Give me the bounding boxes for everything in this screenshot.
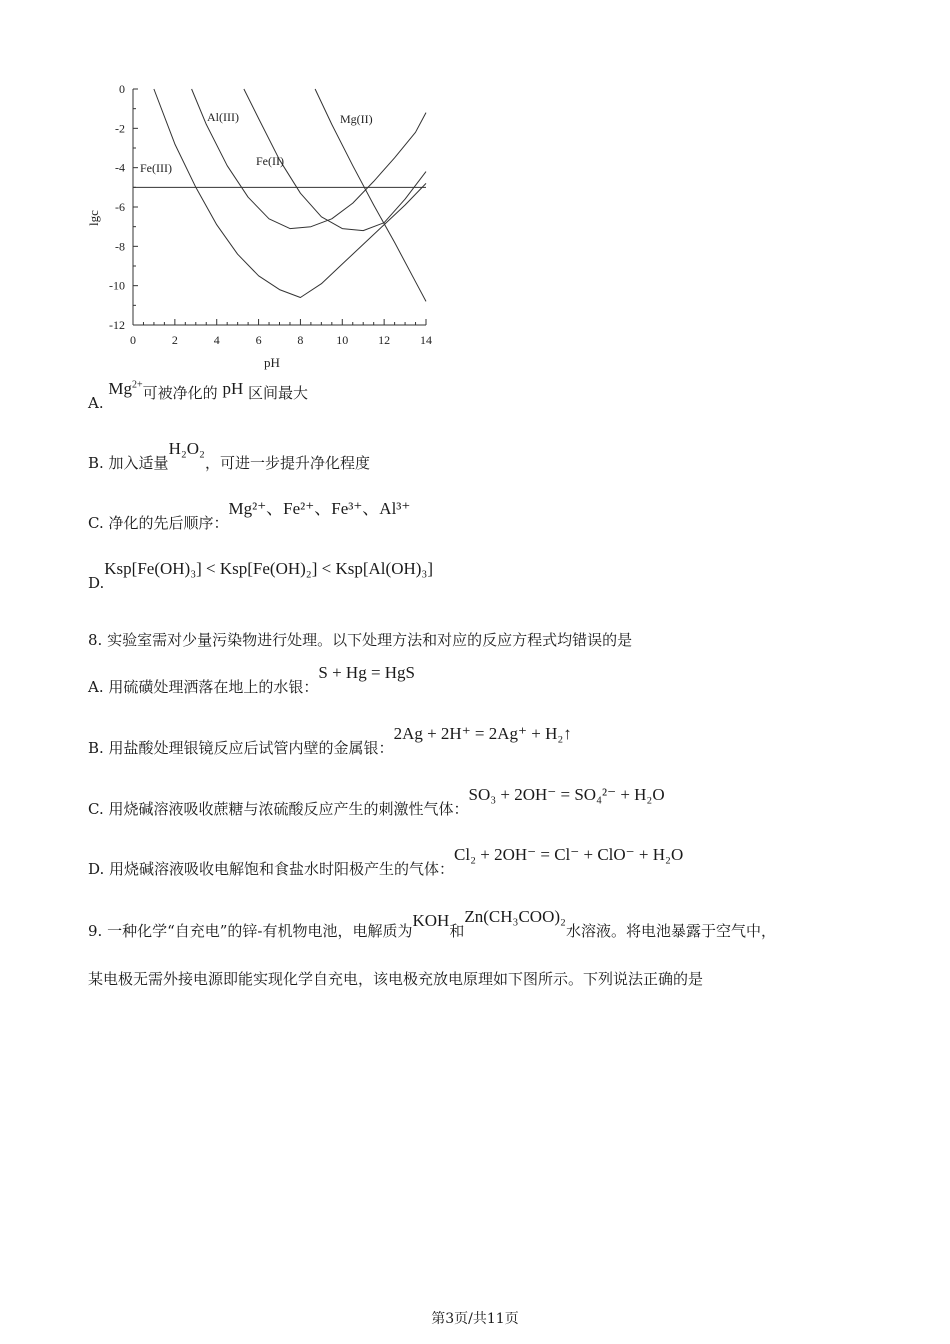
curve-label-al3: Al(III) xyxy=(207,110,239,124)
y-tick-label: -2 xyxy=(115,121,125,136)
x-tick-label: 2 xyxy=(171,333,178,347)
q9-and: 和 xyxy=(449,922,465,940)
option-label: A. xyxy=(88,394,104,412)
q8-d-formula: Cl₂ + 2OH⁻ = Cl⁻ + ClO⁻ + H₂O xyxy=(454,845,684,864)
x-tick-label: 0 xyxy=(130,333,136,347)
x-tick-label: 4 xyxy=(213,333,220,347)
zinc-acetate-formula: Zn(CH₃COO)₂ xyxy=(464,907,566,926)
q8-option-d xyxy=(88,845,684,880)
x-axis-label: pH xyxy=(264,355,280,370)
q8-b-text: B. 用盐酸处理银镜反应后试管内壁的金属银： xyxy=(88,739,394,757)
option-a-text2: 区间最大 xyxy=(248,384,309,402)
q9-stem-line2: 某电极无需外接电源即能实现化学自充电，该电极充放电原理如下图所示。下列说法正确的是 xyxy=(88,970,704,988)
option-d-label: D. xyxy=(88,574,105,592)
y-tick-label: -10 xyxy=(109,278,125,293)
curve-fe-iii xyxy=(154,89,426,298)
x-tick-label: 6 xyxy=(255,333,262,347)
q8-b-formula: 2Ag + 2H⁺ = 2Ag⁺ + H₂↑ xyxy=(393,724,572,743)
q8-option-b xyxy=(88,724,572,759)
q9-stem-line1 xyxy=(88,907,776,942)
q8-c-formula: SO₃ + 2OH⁻ = SO₄²⁻ + H₂O xyxy=(468,785,665,804)
ph-symbol: pH xyxy=(222,379,244,398)
q9-text2: 水溶液。将电池暴露于空气中， xyxy=(565,922,776,940)
x-tick-label: 12 xyxy=(378,333,391,347)
q7-option-d xyxy=(88,559,433,594)
y-tick-label: 0 xyxy=(119,82,125,96)
curve-label-mg2: Mg(II) xyxy=(340,112,373,126)
q8-d-text: D. 用烧碱溶液吸收电解饱和食盐水时阳极产生的气体： xyxy=(88,860,455,878)
x-tick-label: 10 xyxy=(336,333,349,347)
y-tick-label: -8 xyxy=(115,239,125,254)
q8-c-text: C. 用烧碱溶液吸收蔗糖与浓硫酸反应产生的刺激性气体： xyxy=(88,800,469,818)
y-axis-label: lgc xyxy=(86,210,101,226)
x-tick-label: 8 xyxy=(297,333,304,347)
q9-text1: 9. 一种化学“自充电”的锌-有机物电池，电解质为 xyxy=(88,922,413,940)
ksp-comparison-formula: Ksp[Fe(OH)₃] < Ksp[Fe(OH)₂] < Ksp[Al(OH)₃] xyxy=(104,559,433,578)
h2o2-formula: H₂O₂ xyxy=(168,439,205,458)
y-tick-label: -4 xyxy=(115,160,125,175)
mg-ion-formula xyxy=(108,379,142,398)
x-tick-label: 14 xyxy=(420,333,432,347)
option-b-text1: B. 加入适量 xyxy=(88,454,169,472)
ion-order-formula: Mg²⁺、Fe²⁺、Fe³⁺、Al³⁺ xyxy=(228,499,411,518)
q8-option-c xyxy=(88,785,665,820)
mg-charge: 2+ xyxy=(132,379,143,391)
koh-formula: KOH xyxy=(412,911,450,930)
q8-a-formula: S + Hg = HgS xyxy=(318,663,416,682)
q7-option-c xyxy=(88,499,411,534)
q7-option-b xyxy=(88,439,370,474)
curve-label-fe2: Fe(II) xyxy=(256,154,284,168)
q7-option-a xyxy=(88,379,309,414)
page-number: 第3页/共11页 xyxy=(431,1311,519,1327)
option-c-text: C. 净化的先后顺序： xyxy=(88,514,229,532)
curve-label-fe3: Fe(III) xyxy=(140,161,172,175)
mg-symbol: Mg xyxy=(108,379,133,398)
y-tick-label: -6 xyxy=(115,200,125,214)
q8-a-text: A. 用硫磺处理洒落在地上的水银： xyxy=(88,678,319,696)
y-tick-label: -12 xyxy=(109,318,125,332)
option-a-text1: 可被净化的 xyxy=(142,384,218,402)
q8-stem: 8. 实验室需对少量污染物进行处理。以下处理方法和对应的反应方程式均错误的是 xyxy=(88,631,633,649)
q8-option-a xyxy=(88,663,416,698)
solubility-chart xyxy=(80,78,450,378)
option-b-text2: ，可进一步提升净化程度 xyxy=(204,454,370,472)
